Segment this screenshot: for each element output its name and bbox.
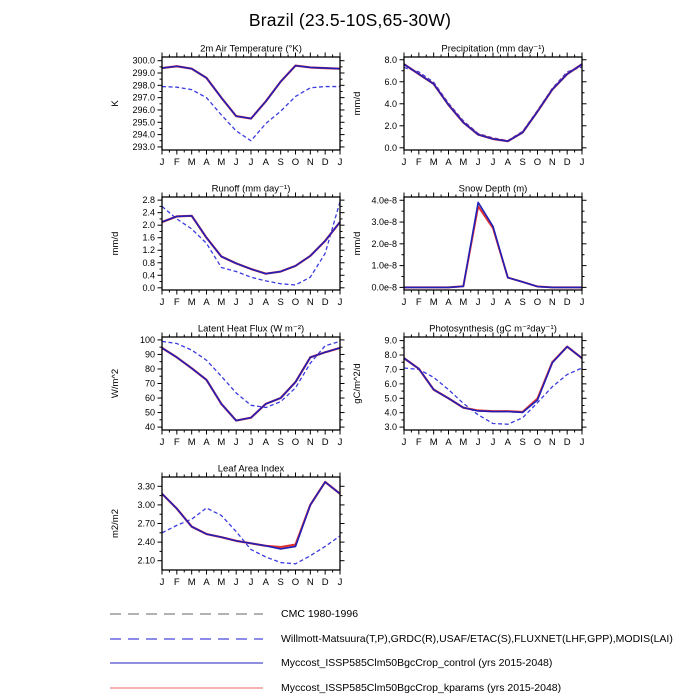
y-axis-label: m2/m2 (110, 508, 121, 539)
x-tick-label: J (233, 297, 239, 308)
chart-snow-depth-svg (342, 180, 594, 312)
y-tick-label: 50 (144, 407, 155, 418)
x-tick-label: F (415, 297, 422, 308)
x-tick-label: F (173, 157, 180, 168)
legend-item-label: Willmott-Matsuura(T,P),GRDC(R),USAF/ETAC(S),FLUXNET(LHF,GPP),MODIS(LAI) (281, 632, 673, 645)
legend-item (108, 676, 673, 700)
chart-leaf-area-index-svg (100, 460, 352, 592)
legend-item (108, 602, 673, 627)
x-tick-label: N (548, 437, 556, 448)
y-tick-label: 4.0e-8 (371, 195, 397, 206)
y-tick-label: 3.00 (137, 499, 155, 510)
x-tick-label: A (445, 157, 452, 168)
y-tick-label: 2.4 (142, 207, 155, 218)
chart-title: Runoff (mm day⁻¹) (211, 183, 291, 195)
chart-2m-air-temperature (100, 40, 352, 172)
x-tick-label: N (306, 577, 314, 588)
y-tick-label: 300.0 (132, 55, 155, 66)
x-tick-label: J (159, 297, 165, 308)
x-tick-label: M (187, 577, 196, 588)
x-tick-label: J (248, 297, 254, 308)
x-tick-label: A (203, 577, 210, 588)
y-tick-label: 5.0 (384, 393, 397, 404)
x-tick-label: A (203, 157, 210, 168)
x-tick-label: D (321, 437, 329, 448)
x-tick-label: N (548, 157, 556, 168)
x-tick-label: D (321, 157, 329, 168)
x-tick-label: J (159, 157, 165, 168)
y-axis-label: W/m^2 (110, 368, 121, 399)
y-tick-label: 297.0 (132, 92, 155, 103)
y-tick-label: 8.0 (384, 54, 397, 65)
y-axis-label: mm/d (352, 91, 363, 116)
legend-line-sample (108, 682, 265, 694)
chart-title: 2m Air Temperature (°K) (200, 43, 302, 55)
y-tick-label: 0.0e-8 (371, 282, 397, 293)
y-tick-label: 3.30 (137, 481, 155, 492)
x-tick-label: F (415, 157, 422, 168)
x-tick-label: N (306, 297, 314, 308)
y-tick-label: 293.0 (132, 141, 155, 152)
y-tick-label: 2.70 (137, 518, 155, 529)
x-tick-label: M (217, 437, 226, 448)
y-tick-label: 7.0 (384, 364, 397, 375)
x-tick-label: J (337, 297, 343, 308)
x-tick-label: A (262, 157, 270, 168)
chart-precipitation (342, 40, 594, 172)
chart-precipitation-svg (342, 40, 594, 172)
series-line-kparams (162, 216, 340, 274)
y-tick-label: 40 (144, 422, 155, 433)
x-tick-label: M (459, 437, 468, 448)
x-tick-label: S (277, 437, 284, 448)
chart-snow-depth (342, 180, 594, 312)
x-tick-label: A (445, 437, 452, 448)
series-line-obs (162, 341, 340, 407)
x-tick-label: D (563, 297, 571, 308)
x-tick-label: O (533, 437, 542, 448)
x-tick-label: J (337, 577, 343, 588)
x-tick-label: A (262, 437, 270, 448)
x-tick-label: D (321, 297, 329, 308)
y-tick-label: 0.0 (142, 282, 155, 293)
x-tick-label: M (187, 437, 196, 448)
x-tick-label: J (401, 157, 407, 168)
series-line-control (162, 348, 340, 421)
x-tick-label: J (248, 157, 254, 168)
chart-title: Precipitation (mm day⁻¹) (441, 43, 545, 55)
x-tick-label: J (401, 437, 407, 448)
y-tick-label: 2.0 (384, 120, 397, 131)
legend-item (108, 627, 673, 652)
y-tick-label: 0.8 (142, 257, 155, 268)
x-tick-label: J (159, 437, 165, 448)
y-tick-label: 296.0 (132, 104, 155, 115)
x-tick-label: F (173, 437, 180, 448)
x-tick-label: A (262, 297, 270, 308)
y-tick-label: 80 (144, 363, 155, 374)
x-tick-label: J (490, 157, 496, 168)
series-line-control (162, 66, 340, 119)
y-tick-label: 8.0 (384, 350, 397, 361)
x-tick-label: A (445, 297, 452, 308)
y-tick-label: 2.10 (137, 555, 155, 566)
x-tick-label: M (459, 157, 468, 168)
x-tick-label: A (203, 437, 210, 448)
y-axis-label: gC/m^2/d (352, 363, 363, 404)
chart-photosynthesis (342, 320, 594, 452)
x-tick-label: M (217, 297, 226, 308)
x-tick-label: S (519, 437, 526, 448)
chart-runoff-svg (100, 180, 352, 312)
x-tick-label: F (173, 297, 180, 308)
series-line-control (404, 347, 582, 413)
y-tick-label: 2.8 (142, 195, 155, 206)
x-tick-label: O (533, 297, 542, 308)
x-tick-label: J (579, 157, 585, 168)
legend-line-sample (108, 608, 265, 620)
legend-line-sample (108, 657, 265, 669)
x-tick-label: J (401, 297, 407, 308)
series-line-control (404, 202, 582, 287)
y-axis-label: mm/d (352, 231, 363, 256)
x-tick-label: M (217, 577, 226, 588)
x-tick-label: F (415, 437, 422, 448)
x-tick-label: M (187, 297, 196, 308)
y-tick-label: 1.2 (142, 245, 155, 256)
plot-frame (404, 197, 582, 290)
series-line-kparams (404, 206, 582, 287)
chart-2m-air-temperature-svg (100, 40, 352, 172)
y-tick-label: 60 (144, 393, 155, 404)
chart-photosynthesis-svg (342, 320, 594, 452)
y-tick-label: 6.0 (384, 378, 397, 389)
series-line-control (162, 216, 340, 274)
legend-line-sample (108, 633, 265, 645)
x-tick-label: D (563, 157, 571, 168)
x-tick-label: O (291, 297, 300, 308)
x-tick-label: A (504, 297, 512, 308)
x-tick-label: D (563, 437, 571, 448)
x-tick-label: J (490, 437, 496, 448)
x-tick-label: S (519, 157, 526, 168)
chart-runoff (100, 180, 352, 312)
chart-title: Latent Heat Flux (W m⁻²) (197, 323, 305, 335)
x-tick-label: N (548, 297, 556, 308)
x-tick-label: N (306, 157, 314, 168)
x-tick-label: M (459, 297, 468, 308)
series-line-kparams (404, 347, 582, 412)
y-tick-label: 0.4 (142, 270, 155, 281)
y-tick-label: 298.0 (132, 80, 155, 91)
y-tick-label: 90 (144, 349, 155, 360)
x-tick-label: N (306, 437, 314, 448)
series-line-kparams (404, 64, 582, 141)
y-tick-label: 1.6 (142, 232, 155, 243)
x-tick-label: J (475, 437, 481, 448)
x-tick-label: O (533, 157, 542, 168)
y-tick-label: 2.0 (142, 220, 155, 231)
x-tick-label: J (159, 577, 165, 588)
series-line-obs (162, 87, 340, 141)
chart-leaf-area-index (100, 460, 352, 592)
y-tick-label: 1.0e-8 (371, 260, 397, 271)
x-tick-label: J (233, 437, 239, 448)
x-tick-label: S (519, 297, 526, 308)
y-tick-label: 3.0e-8 (371, 217, 397, 228)
series-line-kparams (162, 348, 340, 421)
series-line-obs (404, 368, 582, 424)
x-tick-label: J (233, 577, 239, 588)
y-tick-label: 3.0 (384, 422, 397, 433)
x-tick-label: O (291, 437, 300, 448)
plot-frame (162, 197, 340, 290)
x-tick-label: M (187, 157, 196, 168)
plot-frame (162, 57, 340, 150)
legend-item-label: Myccost_ISSP585Clm50BgcCrop_kparams (yrs 2015-2048) (281, 681, 562, 694)
series-line-control (162, 482, 340, 549)
y-tick-label: 70 (144, 378, 155, 389)
x-tick-label: J (579, 297, 585, 308)
page-title: Brazil (23.5-10S,65-30W) (248, 10, 452, 30)
x-tick-label: J (475, 297, 481, 308)
x-tick-label: F (173, 577, 180, 588)
y-tick-label: 9.0 (384, 335, 397, 346)
y-tick-label: 299.0 (132, 68, 155, 79)
y-axis-label: K (110, 100, 121, 107)
plot-frame (404, 57, 582, 150)
x-tick-label: J (337, 157, 343, 168)
x-tick-label: A (203, 297, 210, 308)
x-tick-label: A (262, 577, 270, 588)
y-tick-label: 2.40 (137, 537, 155, 548)
x-tick-label: S (277, 577, 284, 588)
x-tick-label: J (248, 437, 254, 448)
y-tick-label: 6.0 (384, 76, 397, 87)
x-tick-label: M (429, 157, 438, 168)
y-tick-label: 2.0e-8 (371, 238, 397, 249)
x-tick-label: M (429, 297, 438, 308)
y-tick-label: 294.0 (132, 129, 155, 140)
x-tick-label: O (291, 577, 300, 588)
y-tick-label: 100 (139, 334, 155, 345)
chart-latent-heat-flux (100, 320, 352, 452)
chart-title: Snow Depth (m) (458, 183, 528, 195)
chart-latent-heat-flux-svg (100, 320, 352, 452)
legend (108, 602, 673, 700)
y-tick-label: 0.0 (384, 142, 397, 153)
x-tick-label: J (579, 437, 585, 448)
x-tick-label: M (217, 157, 226, 168)
x-tick-label: S (277, 297, 284, 308)
x-tick-label: D (321, 577, 329, 588)
series-line-obs (162, 508, 340, 564)
x-tick-label: J (337, 437, 343, 448)
x-tick-label: O (291, 157, 300, 168)
y-tick-label: 4.0 (384, 407, 397, 418)
chart-title: Leaf Area Index (217, 463, 285, 475)
legend-item-label: CMC 1980-1996 (281, 608, 359, 621)
series-line-kparams (162, 482, 340, 547)
x-tick-label: J (475, 157, 481, 168)
y-axis-label: mm/d (110, 231, 121, 256)
chart-title: Photosynthesis (gC m⁻²day⁻¹) (429, 323, 557, 335)
x-tick-label: A (504, 437, 512, 448)
series-line-obs (404, 67, 582, 141)
x-tick-label: S (277, 157, 284, 168)
series-line-kparams (162, 66, 340, 119)
legend-item-label: Myccost_ISSP585Clm50BgcCrop_control (yrs 2015-2048) (281, 657, 553, 670)
y-tick-label: 4.0 (384, 98, 397, 109)
y-tick-label: 295.0 (132, 117, 155, 128)
legend-item (108, 651, 673, 676)
series-line-obs (162, 202, 340, 285)
x-tick-label: J (490, 297, 496, 308)
x-tick-label: J (248, 577, 254, 588)
x-tick-label: J (233, 157, 239, 168)
x-tick-label: A (504, 157, 512, 168)
x-tick-label: M (429, 437, 438, 448)
plot-frame (162, 337, 340, 430)
series-line-control (404, 64, 582, 141)
